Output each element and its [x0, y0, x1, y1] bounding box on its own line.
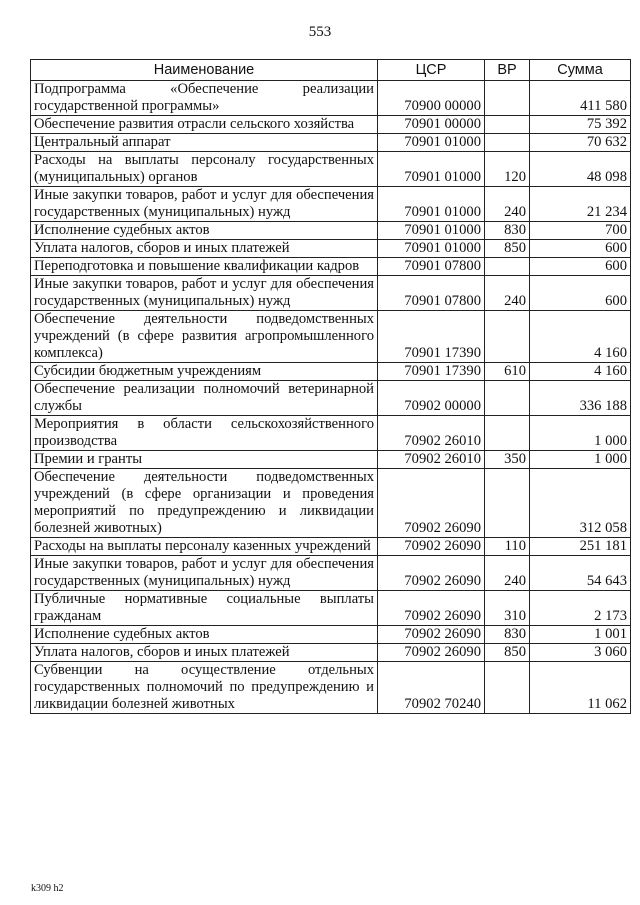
name-cell: Субсидии бюджетным учреждениям [31, 363, 378, 381]
name-cell: Исполнение судебных актов [31, 626, 378, 644]
csr-cell: 70901 00000 [378, 116, 485, 134]
sum-cell: 4 160 [530, 311, 631, 363]
table-row [31, 116, 631, 134]
csr-cell: 70901 07800 [378, 276, 485, 311]
sum-cell: 600 [530, 276, 631, 311]
header-sum: Сумма [530, 60, 631, 81]
vr-cell [485, 469, 530, 538]
sum-cell: 700 [530, 222, 631, 240]
table-row [31, 381, 631, 416]
table-row [31, 258, 631, 276]
table-header [31, 60, 631, 81]
header-name: Наименование [31, 60, 378, 81]
csr-cell: 70902 26010 [378, 451, 485, 469]
table-row [31, 469, 631, 538]
csr-cell: 70901 01000 [378, 222, 485, 240]
name-cell: Мероприятия в области сельскохозяйственного производства [31, 416, 378, 451]
csr-cell: 70900 00000 [378, 81, 485, 116]
sum-cell: 3 060 [530, 644, 631, 662]
vr-cell [485, 662, 530, 714]
name-cell: Субвенции на осуществление отдельных государственных полномочий по предупреждению и ликвидации болезней животных [31, 662, 378, 714]
sum-cell: 251 181 [530, 538, 631, 556]
name-cell: Публичные нормативные социальные выплаты гражданам [31, 591, 378, 626]
table-row [31, 644, 631, 662]
csr-cell: 70901 01000 [378, 134, 485, 152]
vr-cell [485, 116, 530, 134]
sum-cell: 411 580 [530, 81, 631, 116]
sum-cell: 312 058 [530, 469, 631, 538]
table-row [31, 416, 631, 451]
csr-cell: 70902 00000 [378, 381, 485, 416]
name-cell: Расходы на выплаты персоналу государственных (муниципальных) органов [31, 152, 378, 187]
vr-cell: 310 [485, 591, 530, 626]
vr-cell [485, 81, 530, 116]
table-row [31, 187, 631, 222]
sum-cell: 2 173 [530, 591, 631, 626]
name-cell: Центральный аппарат [31, 134, 378, 152]
table-row [31, 626, 631, 644]
vr-cell: 120 [485, 152, 530, 187]
table-body [31, 81, 631, 714]
table-row [31, 451, 631, 469]
name-cell: Обеспечение реализации полномочий ветеринарной службы [31, 381, 378, 416]
sum-cell: 75 392 [530, 116, 631, 134]
vr-cell: 830 [485, 222, 530, 240]
vr-cell: 830 [485, 626, 530, 644]
table-row [31, 240, 631, 258]
vr-cell: 610 [485, 363, 530, 381]
sum-cell: 54 643 [530, 556, 631, 591]
csr-cell: 70902 26090 [378, 644, 485, 662]
sum-cell: 600 [530, 240, 631, 258]
sum-cell: 21 234 [530, 187, 631, 222]
name-cell: Обеспечение деятельности подведомственных учреждений (в сфере развития агропромышленного комплекса) [31, 311, 378, 363]
vr-cell [485, 134, 530, 152]
budget-table [30, 59, 631, 714]
name-cell: Переподготовка и повышение квалификации кадров [31, 258, 378, 276]
vr-cell: 240 [485, 276, 530, 311]
csr-cell: 70902 26090 [378, 556, 485, 591]
name-cell: Обеспечение деятельности подведомственных учреждений (в сфере организации и проведения мероприятий по предупреждению и ликвидации болезней животных) [31, 469, 378, 538]
sum-cell: 70 632 [530, 134, 631, 152]
table-row [31, 152, 631, 187]
table-row [31, 222, 631, 240]
table-row [31, 591, 631, 626]
sum-cell: 600 [530, 258, 631, 276]
name-cell: Иные закупки товаров, работ и услуг для обеспечения государственных (муниципальных) нужд [31, 187, 378, 222]
vr-cell [485, 381, 530, 416]
name-cell: Уплата налогов, сборов и иных платежей [31, 240, 378, 258]
table-row [31, 363, 631, 381]
table-row [31, 134, 631, 152]
vr-cell: 240 [485, 187, 530, 222]
name-cell: Расходы на выплаты персоналу казенных учреждений [31, 538, 378, 556]
csr-cell: 70901 01000 [378, 152, 485, 187]
vr-cell [485, 416, 530, 451]
header-row [31, 60, 631, 81]
footer-code: k309 h2 [31, 883, 64, 894]
name-cell: Уплата налогов, сборов и иных платежей [31, 644, 378, 662]
csr-cell: 70901 17390 [378, 363, 485, 381]
csr-cell: 70902 26090 [378, 591, 485, 626]
sum-cell: 1 000 [530, 416, 631, 451]
csr-cell: 70901 01000 [378, 187, 485, 222]
csr-cell: 70902 26090 [378, 626, 485, 644]
page-number: 553 [308, 24, 332, 40]
csr-cell: 70901 01000 [378, 240, 485, 258]
table-row [31, 81, 631, 116]
vr-cell: 350 [485, 451, 530, 469]
name-cell: Исполнение судебных актов [31, 222, 378, 240]
name-cell: Премии и гранты [31, 451, 378, 469]
csr-cell: 70902 26090 [378, 538, 485, 556]
vr-cell: 110 [485, 538, 530, 556]
table-row [31, 276, 631, 311]
csr-cell: 70902 70240 [378, 662, 485, 714]
sum-cell: 11 062 [530, 662, 631, 714]
sum-cell: 48 098 [530, 152, 631, 187]
header-csr: ЦСР [378, 60, 485, 81]
csr-cell: 70902 26090 [378, 469, 485, 538]
vr-cell [485, 258, 530, 276]
table-row [31, 311, 631, 363]
vr-cell: 850 [485, 240, 530, 258]
name-cell: Подпрограмма «Обеспечение реализации государственной программы» [31, 81, 378, 116]
sum-cell: 1 001 [530, 626, 631, 644]
csr-cell: 70901 07800 [378, 258, 485, 276]
name-cell: Обеспечение развития отрасли сельского хозяйства [31, 116, 378, 134]
sum-cell: 336 188 [530, 381, 631, 416]
vr-cell: 850 [485, 644, 530, 662]
sum-cell: 1 000 [530, 451, 631, 469]
table-row [31, 556, 631, 591]
table-row [31, 662, 631, 714]
header-vr: ВР [485, 60, 530, 81]
csr-cell: 70901 17390 [378, 311, 485, 363]
name-cell: Иные закупки товаров, работ и услуг для обеспечения государственных (муниципальных) нужд [31, 276, 378, 311]
name-cell: Иные закупки товаров, работ и услуг для обеспечения государственных (муниципальных) нужд [31, 556, 378, 591]
sum-cell: 4 160 [530, 363, 631, 381]
csr-cell: 70902 26010 [378, 416, 485, 451]
vr-cell [485, 311, 530, 363]
table-row [31, 538, 631, 556]
vr-cell: 240 [485, 556, 530, 591]
